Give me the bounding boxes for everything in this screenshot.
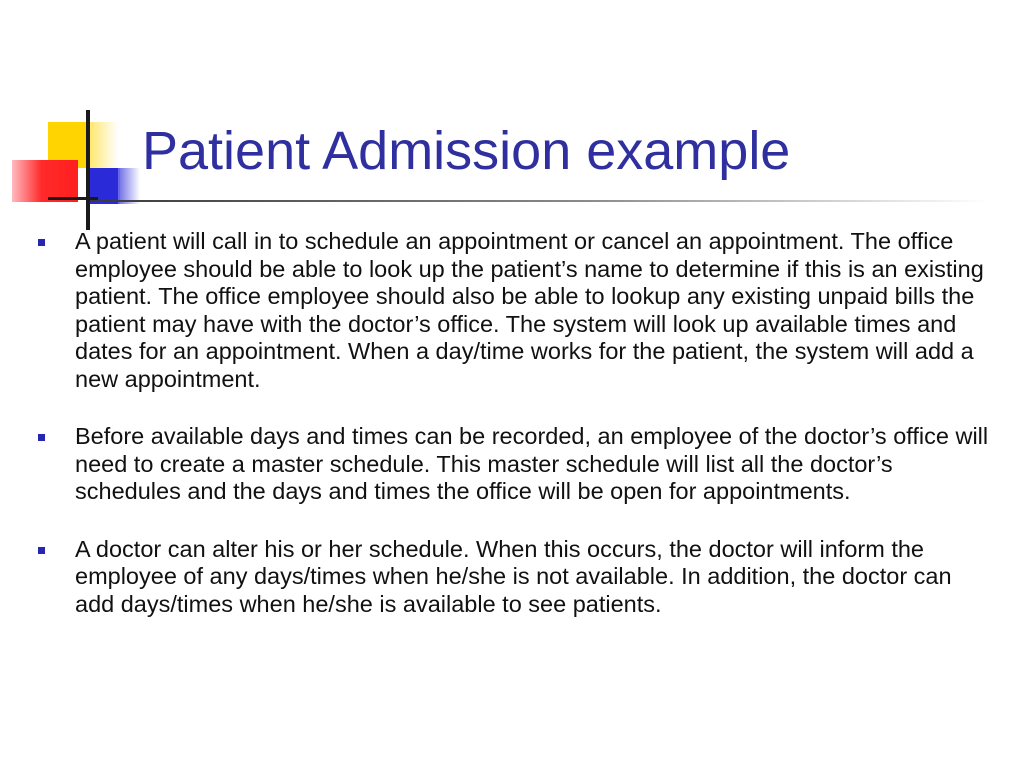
- bullet-list: [34, 228, 994, 648]
- red-block-icon: [12, 160, 78, 202]
- square-bullet-icon: [38, 434, 45, 441]
- bullet-item: [34, 423, 994, 506]
- bullet-text: A doctor can alter his or her schedule. When this occurs, the doctor will inform the employee of any days/times when he/she is not available. In addition, the doctor can add days/times when he/she is available to see patients.: [75, 535, 952, 617]
- square-bullet-icon: [38, 239, 45, 246]
- vertical-line-icon: [86, 110, 90, 230]
- yellow-fade-icon: [86, 122, 118, 168]
- title-divider: [90, 200, 990, 202]
- slide-title: Patient Admission example: [142, 121, 791, 181]
- square-bullet-icon: [38, 547, 45, 554]
- blue-fade-icon: [118, 168, 140, 204]
- decorative-logo-icon: [0, 100, 150, 230]
- bullet-item: [34, 228, 994, 393]
- bullet-text: A patient will call in to schedule an appointment or cancel an appointment. The office employee should be able to look up the patient’s name to determine if this is an existing patient. The office employee should also be able to lookup any existing unpaid bills the patient may have with the doctor’s office. The system will look up available times and dates for an appointment. When a day/time works for the patient, the system will add a new appointment.: [75, 228, 984, 392]
- bullet-text: Before available days and times can be recorded, an employee of the doctor’s office will need to create a master schedule. This master schedule will list all the doctor’s schedules and the days and times the office will be open for appointments.: [75, 423, 989, 504]
- bullet-item: [34, 536, 994, 619]
